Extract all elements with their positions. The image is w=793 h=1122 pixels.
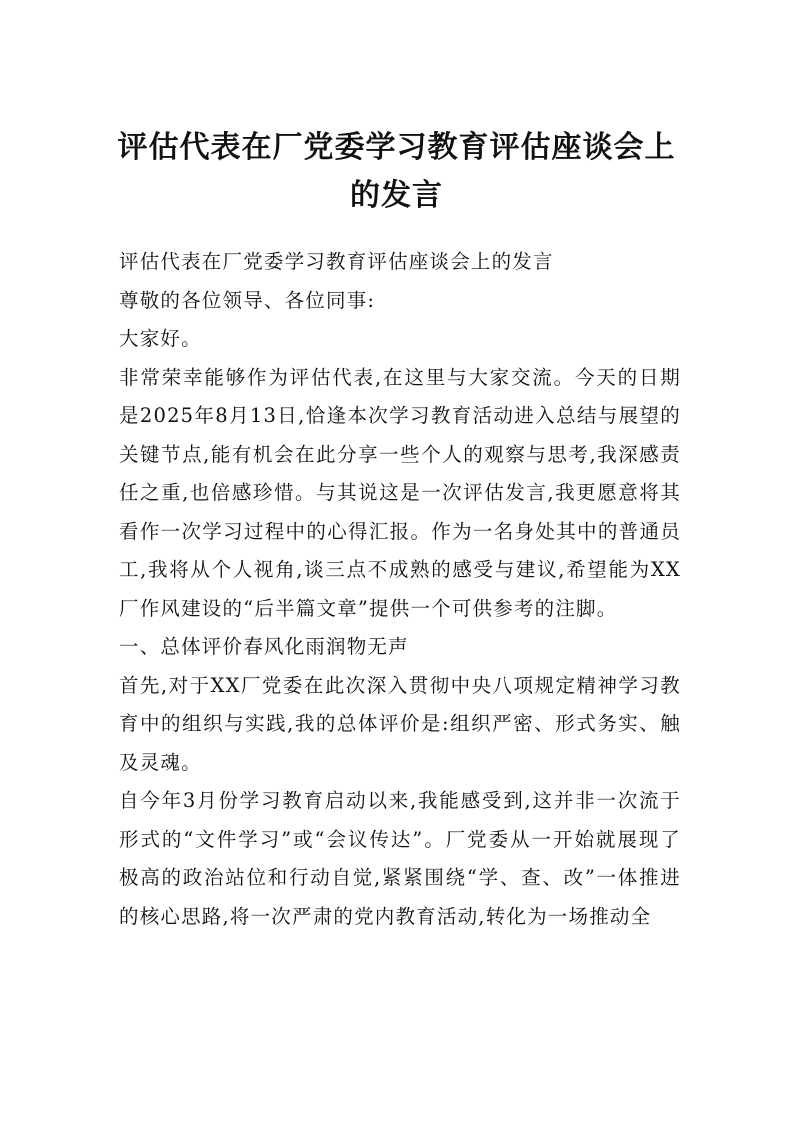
paragraph-greeting: 大家好。: [119, 327, 202, 350]
document-body: [119, 243, 681, 936]
paragraph-evaluation: 首先,对于XX厂党委在此次深入贯彻中央八项规定精神学习教育中的组织与实践,我的总体评价是:组织严密、形式务实、触及灵魂。: [119, 673, 681, 774]
paragraph-subtitle: 评估代表在厂党委学习教育评估座谈会上的发言: [119, 250, 554, 273]
paragraph-intro: 非常荣幸能够作为评估代表,在这里与大家交流。今天的日期是2025年8月13日,恰逢本次学习教育活动进入总结与展望的关键节点,能有机会在此分享一些个人的观察与思考,我深感责任之重,也倍感珍惜。与其说这是一次评估发言,我更愿意将其看作一次学习过程中的心得汇报。作为一名身处其中的普通员工,我将从个人视角,谈三点不成熟的感受与建议,希望能为XX厂作风建设的“后半篇文章”提供一个可供参考的注脚。: [119, 365, 681, 620]
paragraph-salutation: 尊敬的各位领导、各位同事:: [119, 288, 376, 312]
document-title: 评估代表在厂党委学习教育评估座谈会上的发言: [117, 130, 676, 213]
section-heading-1: 一、总体评价春风化雨润物无声: [119, 635, 409, 658]
paragraph-detail: 自今年3月份学习教育启动以来,我能感受到,这并非一次流于形式的“文件学习”或“会议传达”。厂党委从一开始就展现了极高的政治站位和行动自觉,紧紧围绕“学、查、改”一体推进的核心思路,将一次严肃的党内教育活动,转化为一场推动全: [119, 789, 681, 928]
